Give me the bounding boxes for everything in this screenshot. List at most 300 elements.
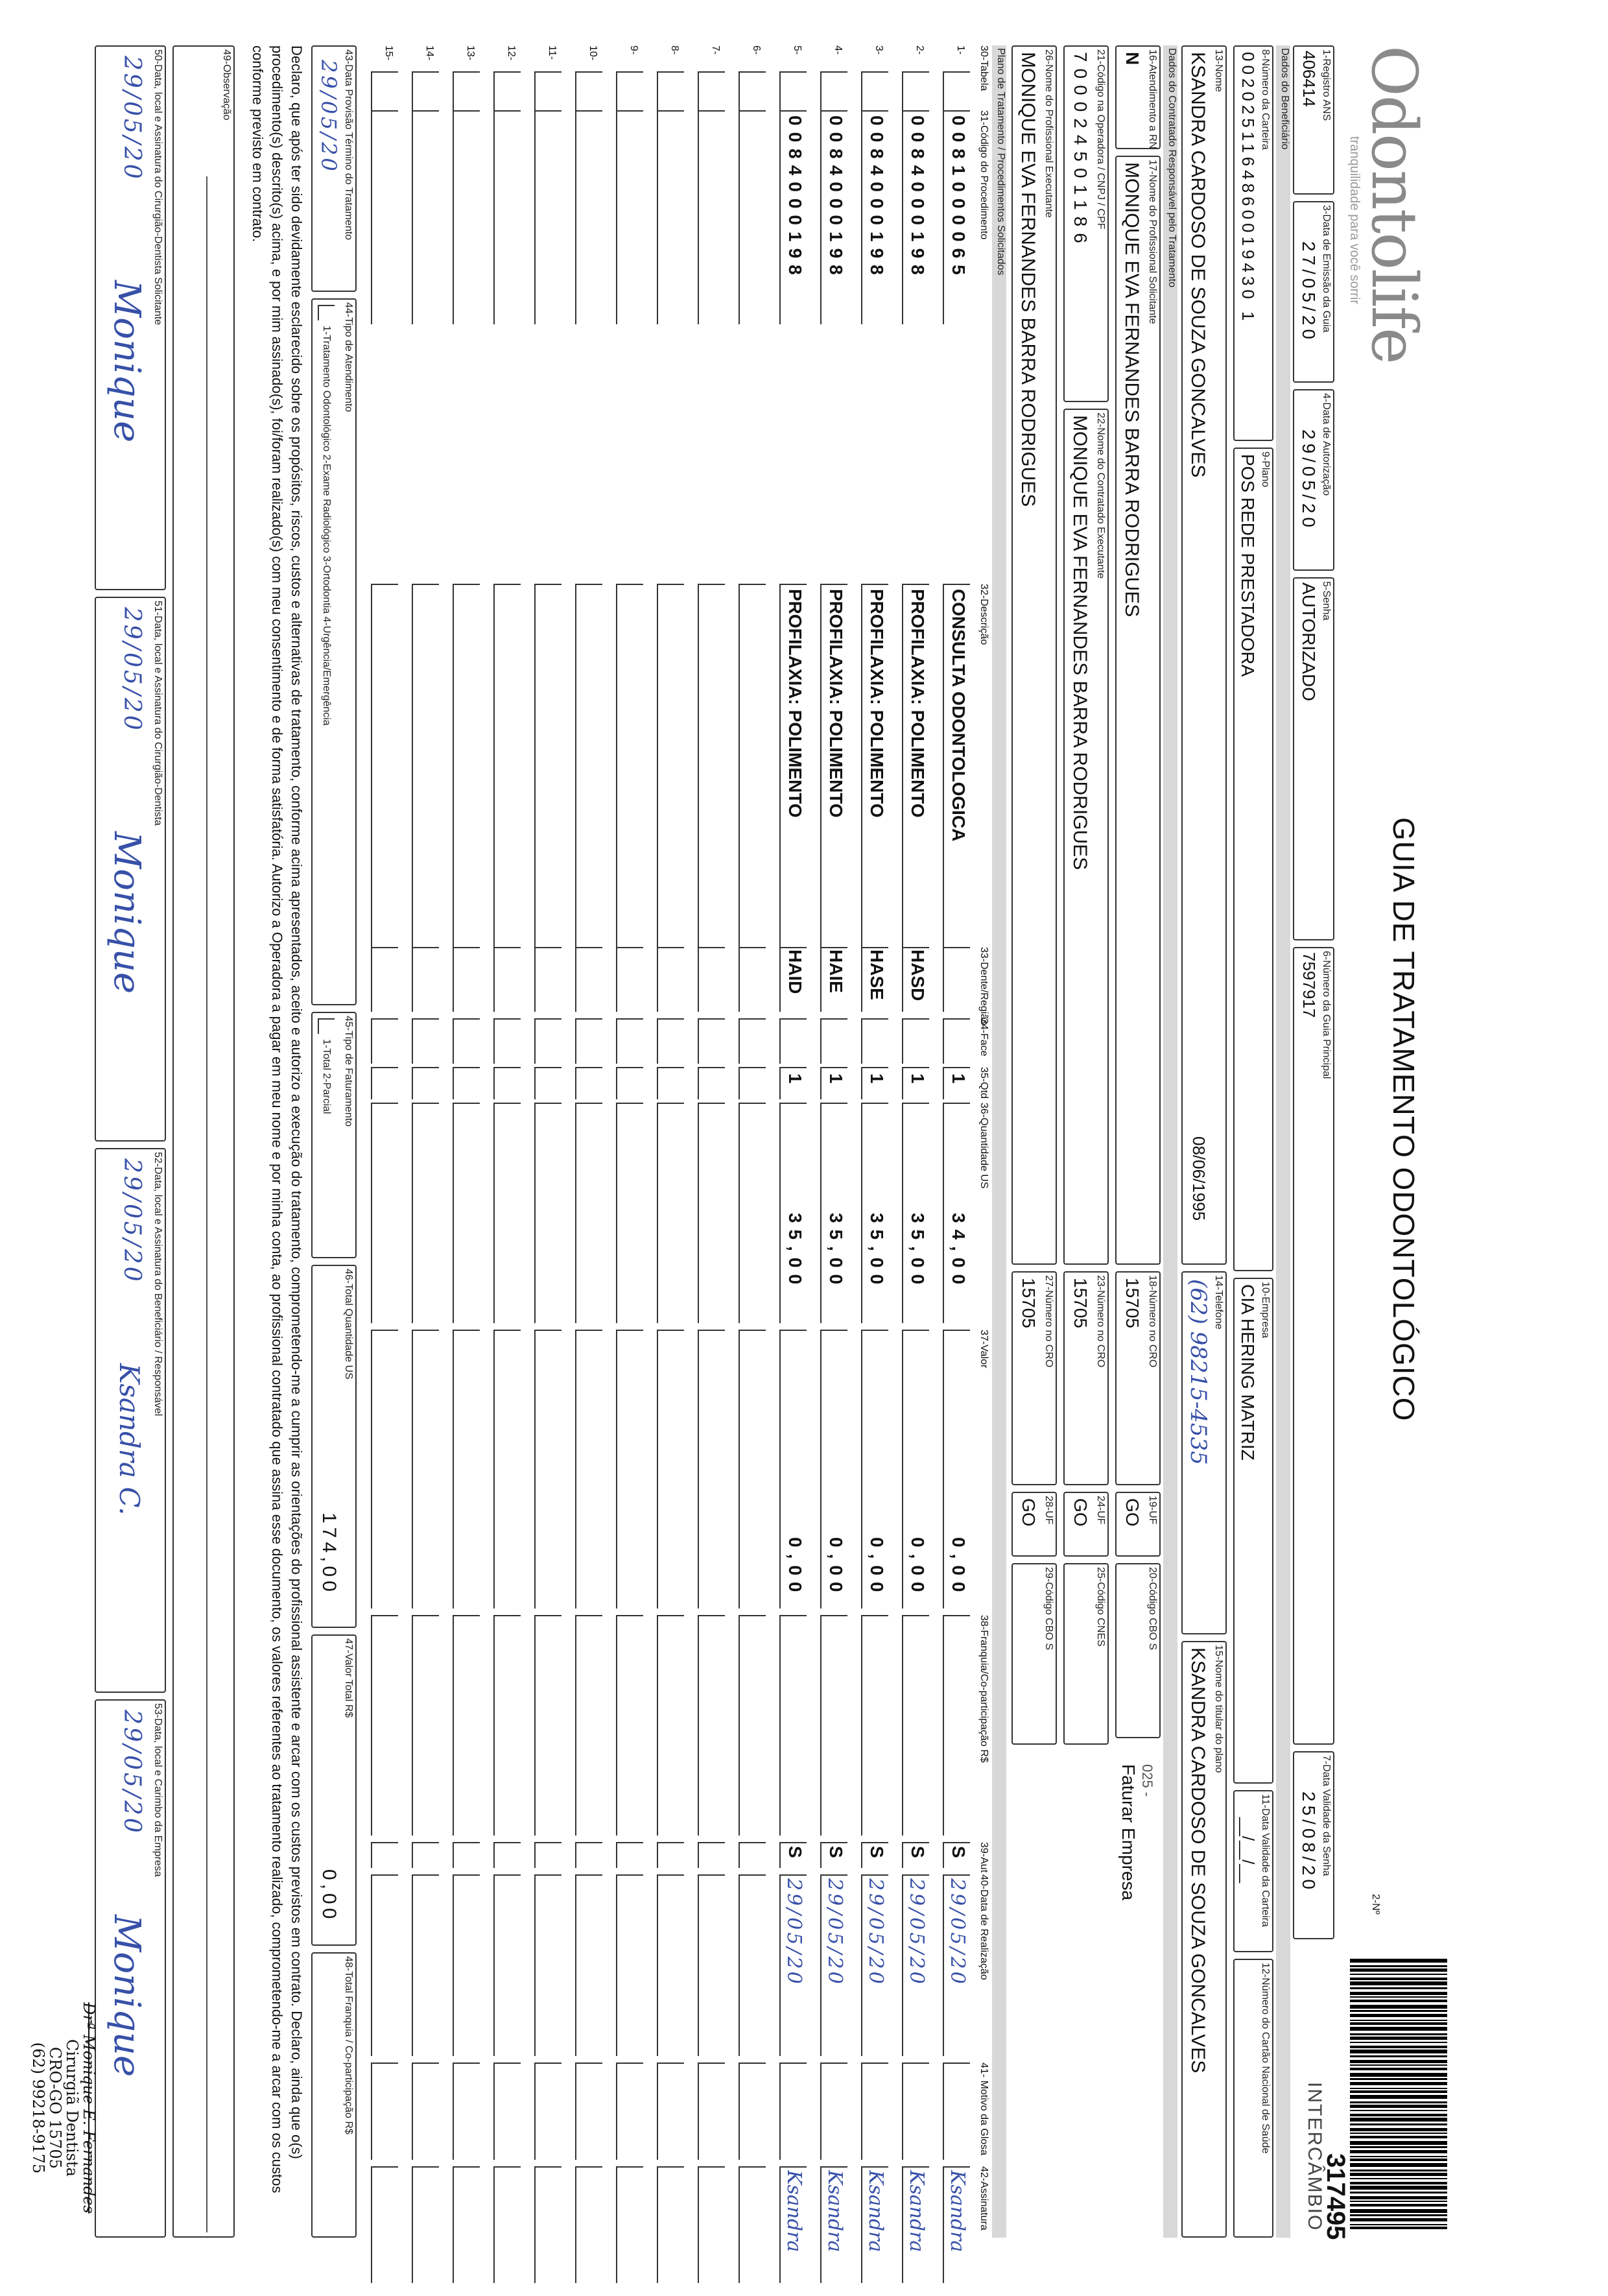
barcode-bar — [1350, 2150, 1447, 2153]
row-cell[interactable] — [412, 1067, 439, 1099]
row-cell[interactable] — [575, 1330, 602, 1608]
section-beneficiario: Dados do Beneficiário — [1276, 45, 1290, 2238]
row-number: 13- — [465, 45, 476, 61]
row-number: 12- — [506, 45, 517, 61]
row-cell[interactable] — [739, 110, 766, 324]
row-number: 4- — [833, 45, 844, 55]
row-cell[interactable] — [779, 1615, 807, 1836]
row-cell[interactable] — [779, 2063, 807, 2160]
row-cell[interactable] — [371, 110, 398, 324]
barcode-bar — [1350, 2055, 1447, 2057]
barcode-bar — [1350, 2014, 1447, 2017]
section-contratado: Dados do Contratado Responsável pelo Tratamento — [1163, 45, 1177, 2238]
barcode-bar — [1350, 1992, 1447, 1995]
row-number: 8- — [669, 45, 680, 55]
barcode-bar — [1350, 2068, 1447, 2070]
row-cell[interactable] — [657, 1615, 684, 1836]
solicitante-box: 17-Nome do Profissional Solicitante MONIQUE EVA FERNANDES BARRA RODRIGUES — [1115, 156, 1161, 1265]
senha: AUTORIZADO — [1299, 582, 1319, 702]
uf-box: 19-UF GO — [1115, 1492, 1161, 1557]
row-cell[interactable] — [820, 1018, 847, 1064]
row-cell[interactable] — [902, 1018, 929, 1064]
row-cell[interactable] — [575, 947, 602, 1012]
row-cell[interactable] — [902, 1615, 929, 1836]
row-cell[interactable] — [739, 1842, 766, 1868]
signature-53-date: 29/05/20 — [119, 1710, 145, 1836]
barcode-bar — [1350, 2050, 1447, 2053]
row-cell[interactable] — [412, 1330, 439, 1608]
row-cell[interactable] — [453, 584, 480, 947]
barcode-bar — [1350, 2118, 1447, 2122]
procedure-us: 35,00 — [785, 1213, 805, 1291]
row-cell[interactable] — [412, 2063, 439, 2160]
barcode-bar — [1350, 2042, 1447, 2043]
row-cell[interactable] — [616, 1067, 643, 1099]
row-cell[interactable] — [657, 110, 684, 324]
barcode-bar — [1350, 2156, 1447, 2157]
validade-senha-box: 7-Data Validade da Senha 25/08/20 — [1293, 1751, 1334, 1939]
row-cell[interactable] — [534, 2063, 562, 2160]
row-cell[interactable] — [371, 947, 398, 1012]
row-cell[interactable] — [820, 1615, 847, 1836]
procedure-aut: S — [785, 1846, 805, 1858]
row-cell[interactable] — [575, 1615, 602, 1836]
row-cell[interactable] — [739, 1067, 766, 1099]
row-cell[interactable] — [739, 947, 766, 1012]
barcode-bar — [1350, 2170, 1447, 2171]
row-cell[interactable] — [493, 71, 521, 110]
row-cell[interactable] — [534, 1615, 562, 1836]
barcode-bar — [1350, 1965, 1447, 1967]
faturar-empresa: Faturar Empresa — [1118, 1764, 1139, 1901]
barcode-bar — [1350, 2192, 1447, 2194]
row-cell[interactable] — [575, 71, 602, 110]
row-cell[interactable] — [575, 110, 602, 324]
validade-carteira-box: 11-Data Validade da Carteira __/__/__ — [1233, 1790, 1273, 1952]
rn-box: 16-Atendimento a RN N — [1115, 45, 1161, 149]
row-cell[interactable] — [698, 1874, 725, 2056]
barcode-bar — [1350, 2204, 1447, 2206]
row-cell[interactable] — [657, 1842, 684, 1868]
procedure-date: 29/05/20 — [823, 1878, 846, 1987]
row-cell[interactable] — [412, 1018, 439, 1064]
barcode-bar — [1350, 2110, 1447, 2111]
row-cell[interactable] — [493, 947, 521, 1012]
row-cell[interactable] — [371, 584, 398, 947]
row-cell[interactable] — [616, 1103, 643, 1323]
row-cell[interactable] — [698, 110, 725, 324]
table-row — [811, 45, 851, 2296]
row-cell[interactable] — [575, 1067, 602, 1099]
row-cell[interactable] — [453, 1103, 480, 1323]
procedure-us: 35,00 — [867, 1213, 887, 1291]
row-cell[interactable] — [493, 2166, 521, 2283]
row-number: 11- — [547, 45, 558, 60]
barcode-bar — [1350, 2078, 1447, 2080]
row-cell[interactable] — [943, 947, 970, 1012]
row-cell[interactable] — [698, 2063, 725, 2160]
row-cell[interactable] — [453, 1018, 480, 1064]
row-cell[interactable] — [453, 1067, 480, 1099]
row-cell[interactable] — [534, 1067, 562, 1099]
row-cell[interactable] — [739, 1615, 766, 1836]
barcode-bar — [1350, 2201, 1447, 2202]
row-cell[interactable] — [412, 1103, 439, 1323]
procedure-qtd: 1 — [826, 1073, 846, 1084]
procedure-us: 34,00 — [949, 1213, 969, 1291]
row-cell[interactable] — [861, 1018, 888, 1064]
row-cell[interactable] — [493, 1103, 521, 1323]
total-us-box: 46-Total Quantidade US 174,00 — [311, 1265, 357, 1628]
row-number: 6- — [751, 45, 762, 55]
row-cell[interactable] — [698, 1103, 725, 1323]
row-cell[interactable] — [861, 2063, 888, 2160]
beneficiario-nome: KSANDRA CARDOSO DE SOUZA GONCALVES — [1187, 52, 1209, 478]
signature-52-date: 29/05/20 — [119, 1158, 145, 1284]
row-cell[interactable] — [779, 71, 807, 110]
row-cell[interactable] — [453, 2166, 480, 2283]
tipo-faturamento-checkbox[interactable] — [318, 1018, 335, 1034]
observacao-box[interactable]: 49-Observação — [172, 45, 235, 2238]
operadora-box: 21-Código na Operadora / CNPJ / CPF 700024501186 — [1063, 45, 1109, 402]
nascimento: 08/06/1995 — [1189, 1136, 1209, 1221]
row-cell[interactable] — [902, 2063, 929, 2160]
row-cell[interactable] — [698, 584, 725, 947]
row-cell[interactable] — [657, 71, 684, 110]
signature-51-date: 29/05/20 — [119, 607, 145, 733]
row-cell[interactable] — [412, 110, 439, 324]
row-cell[interactable] — [902, 71, 929, 110]
row-cell[interactable] — [453, 1330, 480, 1608]
nome-box: 13-Nome KSANDRA CARDOSO DE SOUZA GONCALVES 08/06/1995 — [1181, 45, 1227, 1265]
table-row — [403, 45, 443, 2296]
row-cell[interactable] — [453, 2063, 480, 2160]
row-cell[interactable] — [657, 947, 684, 1012]
prof-exec: MONIQUE EVA FERNANDES BARRA RODRIGUES — [1017, 52, 1039, 507]
row-cell[interactable] — [657, 1330, 684, 1608]
row-cell[interactable] — [616, 71, 643, 110]
barcode-bar — [1350, 2209, 1447, 2213]
row-cell[interactable] — [453, 947, 480, 1012]
row-cell[interactable] — [371, 1842, 398, 1868]
row-number: 14- — [424, 45, 435, 61]
row-number: 15- — [383, 45, 394, 61]
barcode-bar — [1350, 2158, 1447, 2161]
row-cell[interactable] — [371, 2166, 398, 2283]
row-cell[interactable] — [616, 1842, 643, 1868]
table-row — [689, 45, 729, 2296]
procedure-valor: 0,00 — [785, 1537, 805, 1599]
row-cell[interactable] — [371, 1018, 398, 1064]
row-cell[interactable] — [493, 1067, 521, 1099]
guia-principal: 7597917 — [1299, 952, 1319, 1018]
plano: POS REDE PRESTADORA — [1238, 454, 1258, 677]
barcode-bar — [1350, 2196, 1447, 2199]
termino-box: 43-Data Provisão Término do Tratamento 29/05/20 — [311, 45, 357, 292]
row-cell[interactable] — [534, 1842, 562, 1868]
row-cell[interactable] — [412, 2166, 439, 2283]
barcode-bar — [1350, 2173, 1447, 2176]
row-cell[interactable] — [371, 1330, 398, 1608]
row-cell[interactable] — [698, 1330, 725, 1608]
logo-tagline: tranquilidade para você sorrir — [1347, 136, 1362, 305]
procedure-qtd: 1 — [949, 1073, 969, 1084]
cro2: 15705 — [1070, 1278, 1091, 1328]
row-cell[interactable] — [861, 1615, 888, 1836]
row-cell[interactable] — [412, 1615, 439, 1836]
executante: MONIQUE EVA FERNANDES BARRA RODRIGUES — [1069, 415, 1091, 870]
row-number: 1- — [955, 45, 966, 55]
emissao-date: 27/05/20 — [1299, 241, 1319, 343]
row-cell[interactable] — [739, 2166, 766, 2283]
row-cell[interactable] — [534, 1103, 562, 1323]
barcode-bar — [1350, 2163, 1447, 2167]
empresa: CIA HERING MATRIZ — [1238, 1284, 1258, 1461]
table-row — [648, 45, 688, 2296]
row-cell[interactable] — [534, 584, 562, 947]
rn: N — [1122, 52, 1142, 66]
row-cell[interactable] — [616, 584, 643, 947]
barcode-bar — [1350, 2020, 1447, 2021]
barcode-bar — [1350, 1978, 1447, 1980]
cro3-box: 27-Número no CRO 15705 — [1011, 1271, 1057, 1485]
procedure-signature: Ksandra — [823, 2170, 846, 2253]
row-cell[interactable] — [534, 1330, 562, 1608]
titular-box: 15-Nome do titular do plano KSANDRA CARDOSO DE SOUZA GONCALVES — [1181, 1641, 1227, 2238]
uf3-box: 28-UF GO — [1011, 1492, 1057, 1557]
row-cell[interactable] — [575, 2063, 602, 2160]
barcode-bar — [1350, 2227, 1447, 2229]
procedure-code: 0081000065 — [949, 115, 969, 281]
table-row — [525, 45, 565, 2296]
procedure-date: 29/05/20 — [946, 1878, 969, 1987]
guia-principal-box: 6-Número da Guia Principal 7597917 — [1293, 947, 1334, 1745]
row-cell[interactable] — [575, 1018, 602, 1064]
row-cell[interactable] — [943, 2063, 970, 2160]
row-cell[interactable] — [616, 2166, 643, 2283]
signature-50-box: 50-Data, local e Assinatura do Cirurgião-Dentista Solicitante 29/05/20 Monique — [95, 45, 166, 590]
row-cell[interactable] — [739, 1330, 766, 1608]
row-cell[interactable] — [371, 71, 398, 110]
row-cell[interactable] — [371, 1615, 398, 1836]
row-cell[interactable] — [698, 1018, 725, 1064]
row-cell[interactable] — [739, 1874, 766, 2056]
barcode-bar — [1350, 2141, 1447, 2145]
row-cell[interactable] — [943, 1615, 970, 1836]
row-cell[interactable] — [657, 1103, 684, 1323]
row-cell[interactable] — [575, 584, 602, 947]
stamp-phone: (62) 99218-9175 — [29, 2042, 47, 2174]
row-cell[interactable] — [739, 1103, 766, 1323]
stamp-title: Cirurgiã Dentista — [63, 2039, 81, 2177]
barcode-bar — [1350, 2088, 1447, 2089]
solicitante: MONIQUE EVA FERNANDES BARRA RODRIGUES — [1121, 162, 1142, 617]
signature-52-box: 52-Data, local e Assinatura do Beneficiário / Responsável 29/05/20 Ksandra C. — [95, 1148, 166, 1693]
row-cell[interactable] — [739, 2063, 766, 2160]
intercambio-label: INTERCÂMBIO — [1304, 2082, 1325, 2232]
barcode-bar — [1350, 1959, 1447, 1963]
row-cell[interactable] — [453, 1874, 480, 2056]
row-cell[interactable] — [371, 2063, 398, 2160]
barcode-bar — [1350, 2146, 1447, 2148]
row-cell[interactable] — [534, 1874, 562, 2056]
procedure-description: CONSULTA ODONTOLOGICA — [949, 589, 969, 842]
barcode-bar — [1350, 2114, 1447, 2116]
row-cell[interactable] — [575, 1842, 602, 1868]
procedure-signature: Ksandra — [783, 2170, 805, 2253]
telefone-box: 14-Telefone (62) 98215-4535 — [1181, 1271, 1227, 1634]
prof-exec-box: 26-Nome do Profissional Executante MONIQUE EVA FERNANDES BARRA RODRIGUES — [1011, 45, 1057, 1265]
procedure-code: 0084000198 — [908, 115, 928, 281]
row-cell[interactable] — [453, 1615, 480, 1836]
procedure-qtd: 1 — [785, 1073, 805, 1084]
row-cell[interactable] — [698, 1615, 725, 1836]
row-cell[interactable] — [371, 1874, 398, 2056]
table-row — [729, 45, 770, 2296]
row-cell[interactable] — [657, 584, 684, 947]
row-cell[interactable] — [698, 71, 725, 110]
table-row — [607, 45, 647, 2296]
guia-number-label: 2-Nº — [1370, 1894, 1381, 1915]
signature-52-sign: Ksandra C. — [113, 1363, 145, 1516]
row-cell[interactable] — [739, 1018, 766, 1064]
procedure-qtd: 1 — [908, 1073, 928, 1084]
row-cell[interactable] — [861, 71, 888, 110]
row-cell[interactable] — [698, 1842, 725, 1868]
row-cell[interactable] — [493, 110, 521, 324]
barcode-bar — [1350, 2095, 1447, 2099]
row-cell[interactable] — [371, 1103, 398, 1323]
tipo-atendimento-checkbox[interactable] — [318, 305, 335, 320]
row-cell[interactable] — [779, 1018, 807, 1064]
row-cell[interactable] — [616, 1615, 643, 1836]
barcode-bar — [1350, 2090, 1447, 2093]
row-cell[interactable] — [493, 1842, 521, 1868]
autorizacao-date: 29/05/20 — [1299, 429, 1319, 531]
row-cell[interactable] — [493, 1615, 521, 1836]
row-cell[interactable] — [412, 584, 439, 947]
table-row — [934, 45, 974, 2296]
signature-53-sign: Monique — [106, 1915, 148, 2077]
row-cell[interactable] — [820, 2063, 847, 2160]
row-cell[interactable] — [453, 1842, 480, 1868]
row-cell[interactable] — [371, 1067, 398, 1099]
procedure-description: PROFILAXIA: POLIMENTO — [826, 589, 846, 818]
row-cell[interactable] — [412, 71, 439, 110]
barcode-bar — [1350, 2046, 1447, 2048]
row-cell[interactable] — [820, 71, 847, 110]
row-cell[interactable] — [616, 1330, 643, 1608]
table-row — [484, 45, 525, 2296]
procedure-valor: 0,00 — [908, 1537, 928, 1599]
procedure-aut: S — [867, 1846, 887, 1858]
barcode-bar — [1350, 2033, 1447, 2035]
row-cell[interactable] — [534, 947, 562, 1012]
valor-total-box: 47-Valor Total R$ 0,00 — [311, 1634, 357, 1946]
row-cell[interactable] — [534, 110, 562, 324]
row-cell[interactable] — [698, 2166, 725, 2283]
row-cell[interactable] — [493, 1330, 521, 1608]
row-cell[interactable] — [616, 110, 643, 324]
row-cell[interactable] — [698, 1067, 725, 1099]
row-cell[interactable] — [575, 2166, 602, 2283]
procedure-description: PROFILAXIA: POLIMENTO — [908, 589, 928, 818]
cro-box: 18-Número no CRO 15705 — [1115, 1271, 1161, 1485]
row-cell[interactable] — [657, 1067, 684, 1099]
row-cell[interactable] — [739, 71, 766, 110]
row-number: 9- — [628, 45, 639, 55]
barcode-bar — [1350, 1968, 1447, 1972]
procedure-qtd: 1 — [867, 1073, 887, 1084]
barcode-bar — [1350, 1996, 1447, 1998]
barcode-number: 317495 — [1321, 2153, 1350, 2240]
row-cell[interactable] — [534, 1018, 562, 1064]
row-cell[interactable] — [943, 71, 970, 110]
procedure-code: 0084000198 — [826, 115, 846, 281]
procedure-us: 35,00 — [826, 1213, 846, 1291]
barcode-bar — [1350, 1987, 1447, 1989]
barcode-bar — [1350, 2005, 1447, 2009]
barcode-bar — [1350, 2064, 1447, 2066]
uf2-box: 24-UF GO — [1063, 1492, 1109, 1557]
operadora-code: 700024501186 — [1070, 52, 1091, 250]
row-cell[interactable] — [616, 1018, 643, 1064]
row-cell[interactable] — [575, 1103, 602, 1323]
row-cell[interactable] — [453, 110, 480, 324]
cbo-box: 20-Código CBO S — [1115, 1563, 1161, 1738]
row-cell[interactable] — [493, 2063, 521, 2160]
cbo-note: 025 - — [1139, 1764, 1155, 1797]
procedure-tooth: HAIE — [826, 950, 846, 993]
row-number: 3- — [873, 45, 884, 55]
row-cell[interactable] — [657, 2063, 684, 2160]
procedure-description: PROFILAXIA: POLIMENTO — [867, 589, 887, 818]
procedure-signature: Ksandra — [946, 2170, 969, 2253]
row-cell[interactable] — [534, 2166, 562, 2283]
row-cell[interactable] — [943, 1018, 970, 1064]
row-cell[interactable] — [739, 584, 766, 947]
row-cell[interactable] — [575, 1874, 602, 2056]
procedure-us: 35,00 — [908, 1213, 928, 1291]
row-cell[interactable] — [616, 2063, 643, 2160]
row-cell[interactable] — [698, 947, 725, 1012]
row-cell[interactable] — [412, 1874, 439, 2056]
barcode-bar — [1350, 2027, 1447, 2031]
row-cell[interactable] — [534, 71, 562, 110]
row-cell[interactable] — [453, 71, 480, 110]
signature-50-sign: Monique — [106, 280, 148, 443]
row-cell[interactable] — [657, 2166, 684, 2283]
barcode-bar — [1350, 2105, 1447, 2108]
validade-senha: 25/08/20 — [1299, 1791, 1319, 1893]
row-cell[interactable] — [412, 947, 439, 1012]
procedure-signature: Ksandra — [905, 2170, 928, 2253]
row-cell[interactable] — [493, 1018, 521, 1064]
row-cell[interactable] — [412, 1842, 439, 1868]
barcode-bar — [1350, 2073, 1447, 2077]
barcode-bar — [1350, 2186, 1447, 2190]
row-cell[interactable] — [657, 1018, 684, 1064]
barcode-bar — [1350, 2214, 1447, 2216]
row-cell[interactable] — [616, 947, 643, 1012]
termino-date: 29/05/20 — [316, 60, 341, 174]
row-cell[interactable] — [493, 1874, 521, 2056]
row-cell[interactable] — [657, 1874, 684, 2056]
row-cell[interactable] — [493, 584, 521, 947]
procedure-tooth: HASD — [908, 950, 928, 1001]
cro: 15705 — [1122, 1278, 1142, 1328]
row-cell[interactable] — [616, 1874, 643, 2056]
